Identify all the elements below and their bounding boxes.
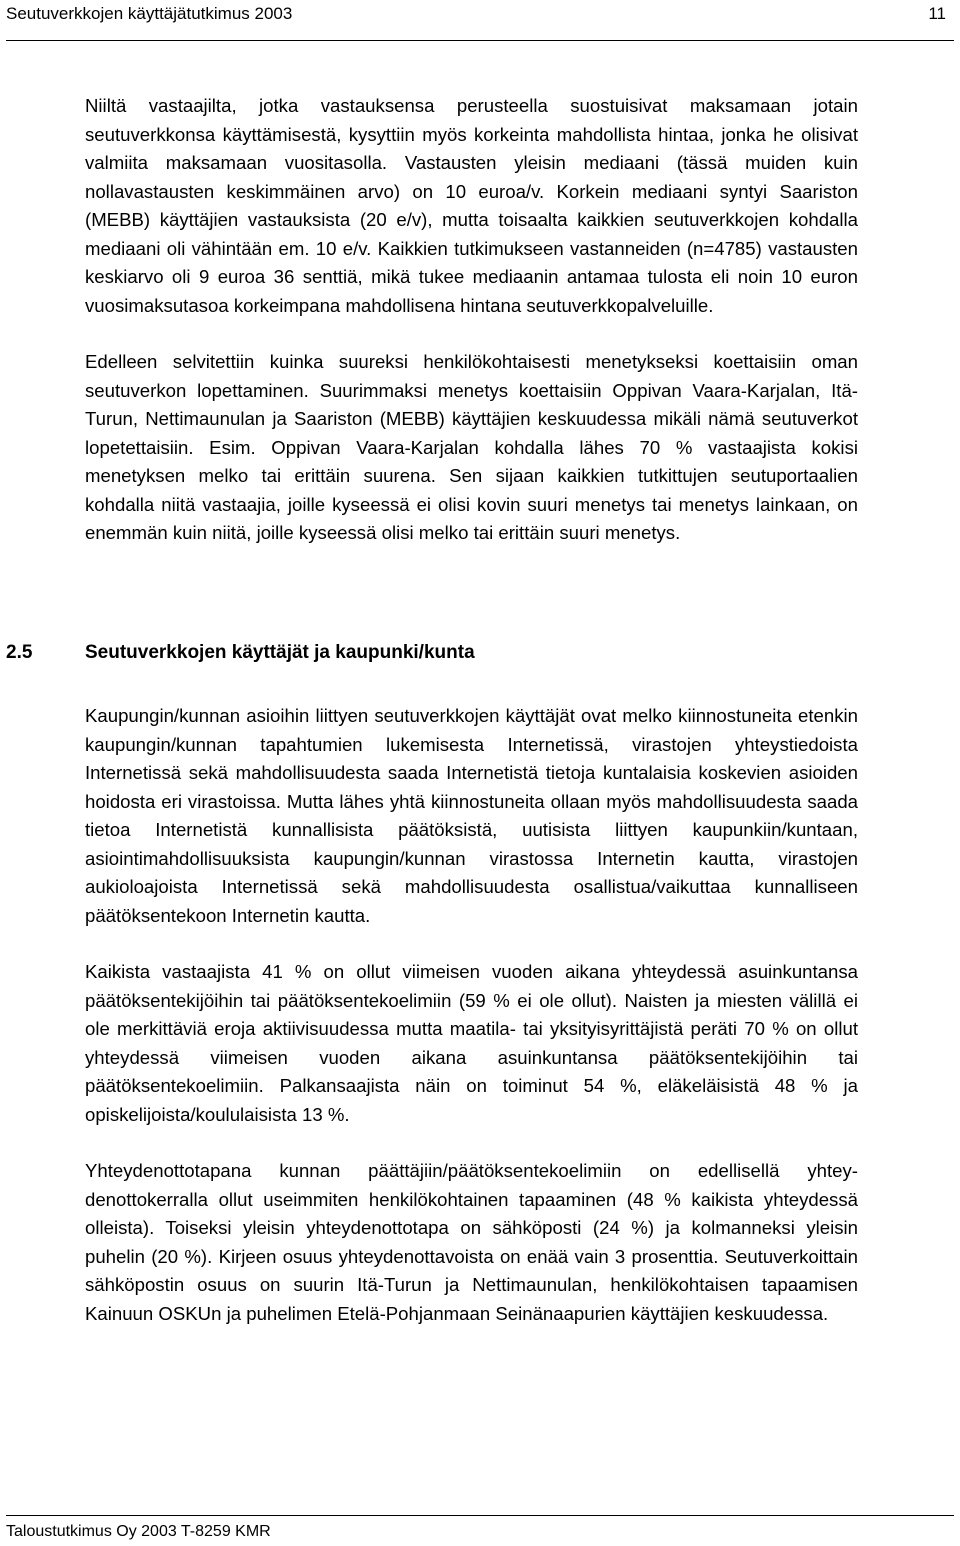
paragraph: Kaupungin/kunnan asioihin liittyen seutuverkkojen käyttäjät ovat melko kiinnostuneita etenkin kaupungin/kunnan tapahtumien lukemisesta Internetissä, virastojen yhteystiedoista Internetissä sekä mahdollisuudesta saada Internetistä tietoja kuntalaisia koskevien asioiden hoidosta eri virastoissa. Mutta lähes yhtä kiinnostuneita ollaan myös mahdollisuudesta saada tietoa Internetistä kunnallisista päätöksistä, uutisista liittyen kaupunkiin/kuntaan, asiointimahdollisuuksista kaupungin/kunnan virastossa Internetin kautta, virastojen aukioloajoista Internetissä sekä mahdollisuudesta osallistua/vaikuttaa kunnalliseen päätöksentekoon Internetin kautta. [85,705,858,926]
paragraph: Yhteydenottotapana kunnan päättäjiin/päätöksentekoelimiin on edellisellä yhteydenottokerralla ollut useimmiten henkilökohtainen tapaaminen (48 % kaikista yhteydessä olleista). Toiseksi yleisin yhteydenottotapa on sähköposti (24 %) ja kolmanneksi yleisin puhelin (20 %). Kirjeen osuus yhteydenottavoista on enää vain 3 prosenttia. Seutuverkoittain sähköpostin osuus on suurin Itä-Turun ja Nettimaunulan, henkilökohtaisen tapaamisen Kainuun OSKUn ja puhelimen Etelä-Pohjanmaan Seinänaapurien käyttäjien keskuudessa. [85,1160,858,1324]
body-text-top [85,92,858,548]
section-heading [6,642,475,664]
footer-text: Taloustutkimus Oy 2003 T-8259 KMR [6,1523,271,1540]
page-footer [6,1515,954,1540]
section-title: Seutuverkkojen käyttäjät ja kaupunki/kunta [85,642,475,663]
paragraph: Edelleen selvitettiin kuinka suureksi henkilökohtaisesti menetykseksi koettaisiin oman seutuverkon lopettaminen. Suurimmaksi menetys koettaisiin Oppivan Vaara-Karjalan, Itä-Turun, Nettimaunulan ja Saariston (MEBB) käyttäjien keskuudessa mikäli nämä seutuverkot lopetettaisiin. Esim. Oppivan Vaara-Karjalan kohdalla lähes 70 % vastaajista kokisi menetyksen melko tai erittäin suurena. Sen sijaan kaikkien tutkittujen seutuportaalien kohdalla niitä vastaajia, joille kyseessä ei olisi kovin suuri menetys tai menetys lainkaan, on enemmän kuin niitä, joille kyseessä olisi melko tai erittäin suuri menetys. [85,351,858,543]
header-title: Seutuverkkojen käyttäjätutkimus 2003 [6,4,293,23]
body-text-section [85,702,858,1328]
paragraph: Kaikista vastaajista 41 % on ollut viimeisen vuoden aikana yhteydessä asuinkuntansa päätöksentekijöihin tai päätöksentekoelimiin (59 % ei ole ollut). Naisten ja miesten välillä ei ole merkittäviä eroja aktiivisuudessa mutta maatila- tai yksityisyrittäjistä peräti 70 % on ollut yhteydessä viimeisen vuoden aikana asuinkuntansa päätöksentekijöihin tai päätöksentekoelimiin. Palkansaajista näin on toiminut 54 %, eläkeläisistä 48 % ja opiskelijoista/koululaisista 13 %. [85,961,858,1125]
section-number: 2.5 [6,642,33,663]
page-header [6,0,954,41]
paragraph: Niiltä vastaajilta, jotka vastauksensa perusteella suostuisivat maksamaan jotain seutuverkkonsa käyttämisestä, kysyttiin myös korkeinta mahdollista hintaa, jonka he olisivat valmiita maksamaan vuositasolla. Vastausten yleisin mediaani (tässä muiden kuin nollavastausten keskimmäinen arvo) on 10 euroa/v. Korkein mediaani syntyi Saariston (MEBB) käyttäjien vastauksista (20 e/v), mutta toisaalta kaikkien seutuverkkojen kohdalla mediaani oli vähintään em. 10 e/v. Kaikkien tutkimukseen vastanneiden (n=4785) vastausten keskiarvo oli 9 euroa 36 senttiä, mikä tukee mediaanin antamaa tulosta eli noin 10 euron vuosimaksutasoa korkeimpana mahdollisena hintana seutuverkkopalveluille. [85,95,858,316]
page-number: 11 [928,4,946,23]
